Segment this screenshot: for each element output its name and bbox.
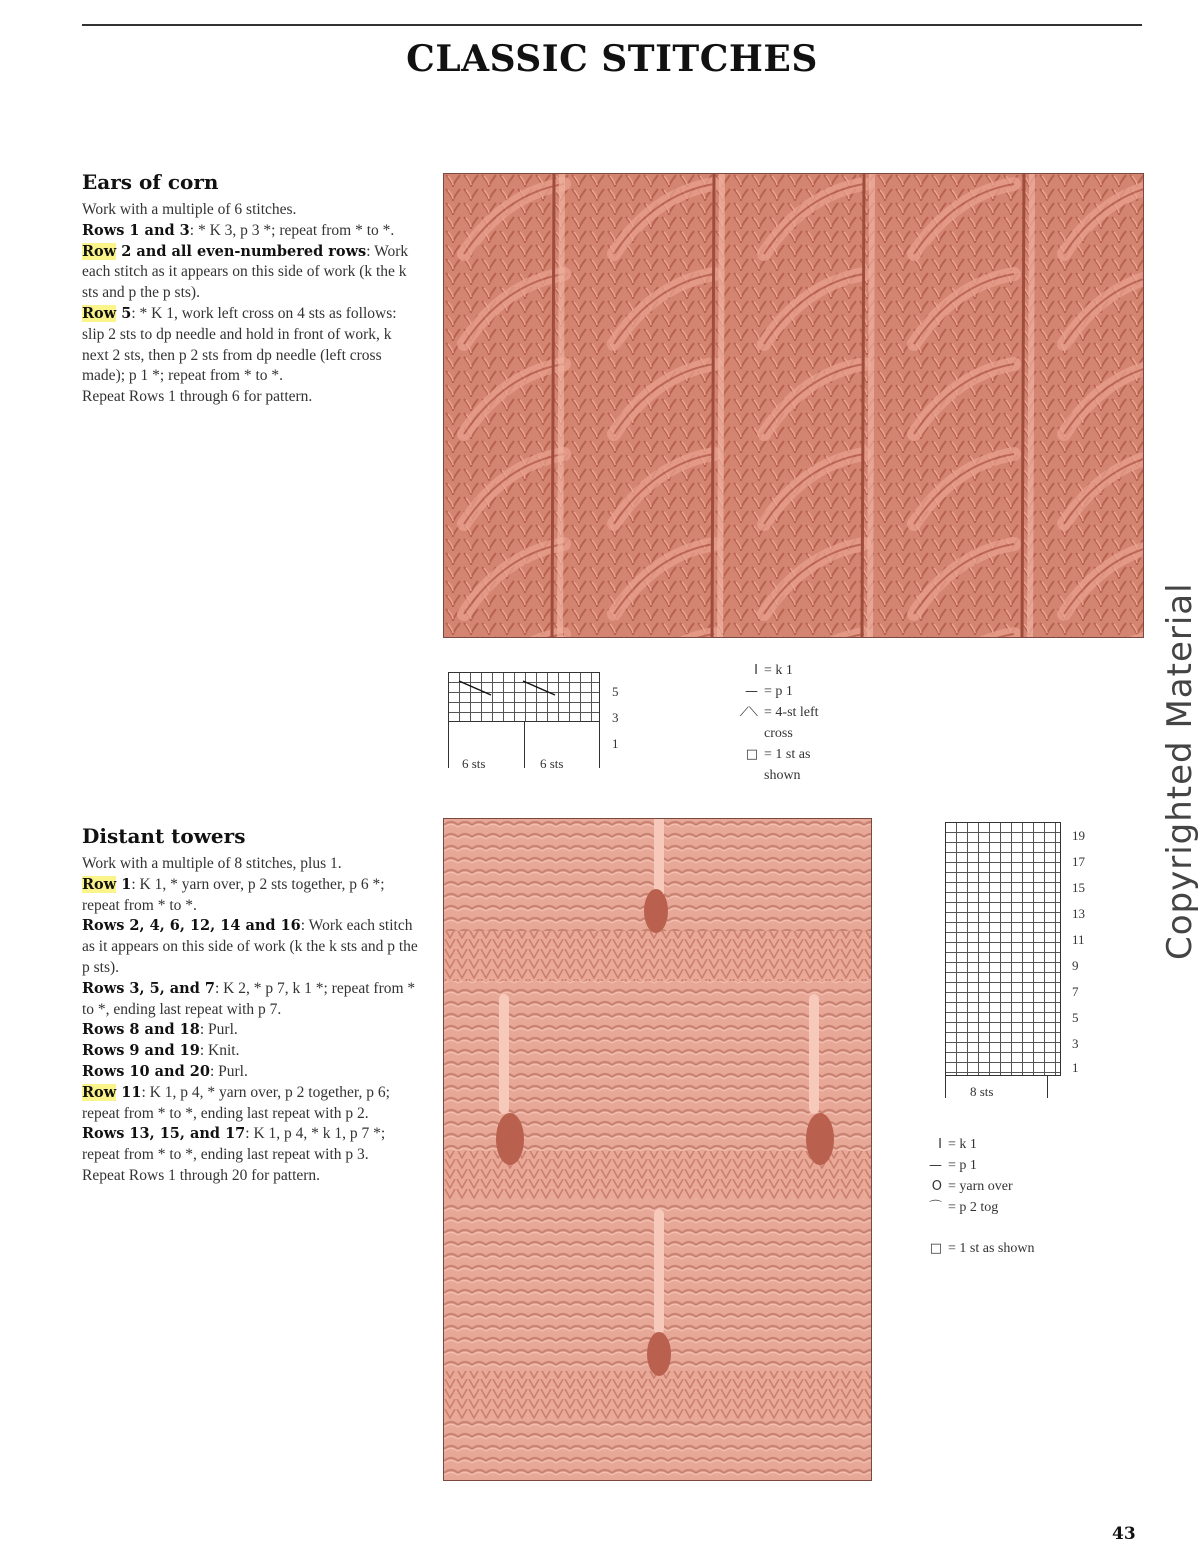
chart-row-number: 1	[612, 736, 619, 751]
legend-text: 1 st as	[775, 747, 811, 762]
chart-row-number: 1	[1072, 1060, 1079, 1075]
row-heading: Rows 13, 15, and 17	[82, 1125, 246, 1143]
row-heading: 1	[116, 875, 132, 893]
row-heading: Rows 3, 5, and 7	[82, 979, 215, 997]
chart-sts-label: 8 sts	[970, 1084, 994, 1099]
row-text: : K 1, p 4, * k 1, p 7 *; repeat from * to *, ending last repeat with p 3.	[82, 1125, 386, 1164]
row-text: : Work each stitch as it appears on this side of work (k the k sts and p the p sts).	[82, 917, 418, 976]
sts-bracket	[524, 722, 525, 768]
legend-item: I = k 1	[720, 660, 819, 681]
knit-symbol-icon: I	[754, 663, 758, 678]
chart-row-number: 3	[1072, 1036, 1079, 1051]
legend-text: p 1	[959, 1158, 977, 1173]
distant-towers-swatch-photo	[443, 818, 872, 1481]
row-heading-highlight: Row	[82, 242, 117, 260]
legend-text: k 1	[959, 1137, 977, 1152]
row-heading-highlight: Row	[82, 304, 117, 322]
page-title: CLASSIC STITCHES	[406, 38, 818, 80]
legend-text: shown	[764, 768, 801, 783]
row-heading-highlight: Row	[82, 1083, 117, 1101]
intro-text: Work with a multiple of 6 stitches.	[82, 201, 297, 218]
knit-symbol-icon: I	[938, 1137, 942, 1152]
row-heading: 11	[116, 1083, 142, 1101]
copyright-watermark: Copyrighted Material	[1160, 582, 1200, 960]
ears-of-corn-instructions	[82, 170, 422, 408]
row-text: : Purl.	[209, 1062, 248, 1080]
legend-text: cross	[764, 726, 793, 741]
row-text: : Purl.	[199, 1021, 238, 1039]
legend-item: — = p 1	[720, 681, 819, 702]
chart-row-number: 17	[1072, 854, 1085, 869]
row-text: : K 1, p 4, * yarn over, p 2 together, p 6; repeat from * to *, ending last repeat with p 2.	[82, 1083, 390, 1122]
ears-of-corn-legend	[720, 660, 819, 786]
row-heading: 5	[116, 304, 132, 322]
distant-towers-instructions	[82, 824, 422, 1187]
pattern-text	[82, 200, 422, 408]
legend-item: — = p 1	[904, 1155, 1034, 1176]
chart-row-number: 13	[1072, 906, 1085, 921]
legend-text: k 1	[775, 663, 793, 678]
row-heading: Rows 9 and 19	[82, 1042, 200, 1060]
square-symbol-icon: □	[929, 1241, 942, 1256]
chart-row-number: 19	[1072, 828, 1085, 843]
row-text: : K 1, * yarn over, p 2 sts together, p 6 *; repeat from * to *.	[82, 875, 385, 914]
section-title-distant-towers: Distant towers	[82, 824, 246, 848]
chart-sts-label: 6 sts	[540, 756, 564, 771]
legend-item: □ = 1 st as shown	[904, 1238, 1034, 1259]
yarn-over-symbol-icon: O	[931, 1179, 942, 1194]
legend-item: ⌒ = p 2 tog	[904, 1197, 1034, 1218]
row-text: : * K 3, p 3 *; repeat from * to *.	[189, 221, 395, 239]
intro-text: Work with a multiple of 8 stitches, plus 1.	[82, 855, 342, 872]
sts-bracket	[945, 1076, 946, 1098]
repeat-text: Repeat Rows 1 through 20 for pattern.	[82, 1166, 321, 1184]
chart-row-number: 5	[1072, 1010, 1079, 1025]
purl-symbol-icon: —	[745, 684, 758, 699]
purl-symbol-icon: —	[929, 1158, 942, 1173]
legend-item: ⟋⟍ = 4-st left cross	[720, 702, 819, 744]
legend-text: 4-st left	[775, 705, 819, 720]
row-text: : Knit.	[199, 1042, 240, 1060]
left-cross-symbol-icon: ⟋⟍	[739, 705, 758, 720]
row-heading: 2 and all even-numbered rows	[116, 242, 367, 260]
chart-row-number: 7	[1072, 984, 1079, 999]
sts-bracket	[599, 722, 600, 768]
chart-row-number: 15	[1072, 880, 1085, 895]
legend-item: O = yarn over	[904, 1176, 1034, 1197]
distant-towers-chart	[945, 822, 1061, 1076]
chart-row-number: 9	[1072, 958, 1079, 973]
chart-row-number: 11	[1072, 932, 1085, 947]
pattern-text	[82, 854, 422, 1187]
sts-bracket	[1047, 1076, 1048, 1098]
left-cross-symbols	[449, 673, 601, 723]
legend-text: p 1	[775, 684, 793, 699]
legend-item: □ = 1 st as shown	[720, 744, 819, 786]
row-heading-highlight: Row	[82, 875, 117, 893]
row-heading: Rows 2, 4, 6, 12, 14 and 16	[82, 917, 301, 935]
chart-sts-label: 6 sts	[462, 756, 486, 771]
legend-text: yarn over	[959, 1179, 1013, 1194]
legend-text: 1 st as shown	[959, 1241, 1035, 1256]
sts-bracket	[448, 722, 449, 768]
chart-row-number: 3	[612, 710, 619, 725]
row-heading: Rows 8 and 18	[82, 1021, 200, 1039]
top-rule	[82, 24, 1142, 26]
legend-text: p 2 tog	[959, 1200, 999, 1215]
page-number: 43	[1112, 1524, 1136, 1544]
legend-item: I = k 1	[904, 1134, 1034, 1155]
row-heading: Rows 10 and 20	[82, 1062, 210, 1080]
chart-row-number: 5	[612, 684, 619, 699]
row-text: : K 2, * p 7, k 1 *; repeat from * to *, ending last repeat with p 7.	[82, 979, 416, 1018]
row-text: : Work each stitch as it appears on this side of work (k the k sts and p the p sts).	[82, 242, 409, 302]
distant-towers-legend	[904, 1134, 1034, 1259]
p2tog-symbol-icon: ⌒	[928, 1200, 942, 1215]
ears-of-corn-swatch-photo	[443, 173, 1144, 638]
ears-of-corn-chart	[448, 672, 600, 722]
section-title-ears-of-corn: Ears of corn	[82, 170, 219, 194]
row-heading: Rows 1 and 3	[82, 221, 190, 239]
repeat-text: Repeat Rows 1 through 6 for pattern.	[82, 388, 313, 406]
square-symbol-icon: □	[745, 747, 758, 762]
row-text: : * K 1, work left cross on 4 sts as follows: slip 2 sts to dp needle and hold in front of work, k next 2 sts, then p 2 sts from dp needle (left cross made); p 1 *; repeat from * to *.	[82, 304, 397, 385]
